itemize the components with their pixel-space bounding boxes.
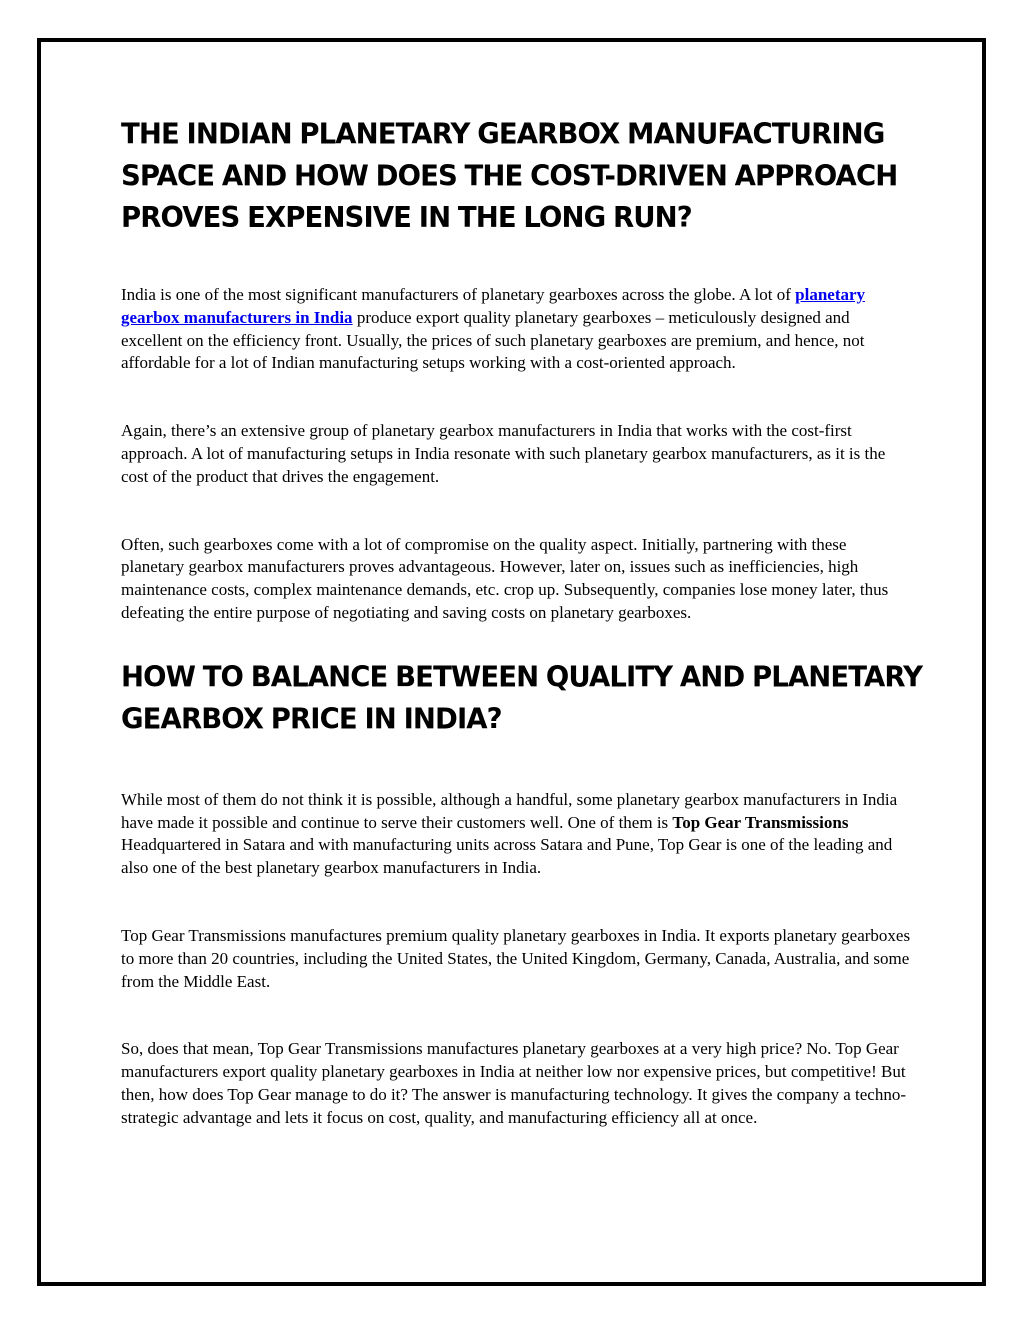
paragraph-cost-first: Again, there’s an extensive group of planetary gearbox manufacturers in India that works with the cost-first approach. A lot of manufacturing setups in India resonate with such planetary gearbox manufacturers, as it is the cost of the product that drives the engagement.	[121, 421, 886, 486]
company-name: Top Gear Transmissions	[672, 812, 849, 832]
paragraph-intro-text-start: India is one of the most significant manufacturers of planetary gearboxes across the globe. A lot of	[121, 285, 796, 304]
paragraph-top-gear-text-end: Headquartered in Satara and with manufacturing units across Satara and Pune, Top Gear is one of the leading and also one of the best planetary gearbox manufacturers in India.	[121, 835, 893, 878]
document-body	[121, 114, 941, 1175]
paragraph-exports: Top Gear Transmissions manufactures premium quality planetary gearboxes in India. It exports planetary gearboxes to more than 20 countries, including the United States, the United Kingdom, Germany, Canada, Australia, and some from the Middle East.	[121, 925, 911, 991]
section-heading: HOW TO BALANCE BETWEEN QUALITY AND PLANETARY GEARBOX PRICE IN INDIA?	[121, 660, 923, 736]
paragraph-compromise: Often, such gearboxes come with a lot of compromise on the quality aspect. Initially, partnering with these planetary gearbox manufacturers proves advantageous. However, later on, issues such as inefficiencies, high maintenance costs, complex maintenance demands, etc. crop up. Subsequently, companies lose money later, thus defeating the entire purpose of negotiating and saving costs on planetary gearboxes.	[121, 534, 889, 622]
planetary-gearbox-manufacturers-link[interactable]: planetary gearbox manufacturers in India	[121, 285, 866, 327]
main-heading: THE INDIAN PLANETARY GEARBOX MANUFACTURING SPACE AND HOW DOES THE COST-DRIVEN APPROACH PROVES EXPENSIVE IN THE LONG RUN?	[121, 118, 898, 235]
paragraph-pricing: So, does that mean, Top Gear Transmissions manufactures planetary gearboxes at a very high price? No. Top Gear manufacturers export quality planetary gearboxes in India at neither low nor expensive prices, but competitive! But then, how does Top Gear manage to do it? The answer is manufacturing technology. It gives the company a techno-strategic advantage and lets it focus on cost, quality, and manufacturing efficiency all at once.	[121, 1039, 906, 1127]
paragraph-top-gear-text-start: While most of them do not think it is possible, although a handful, some planetary gearbox manufacturers in India have made it possible and continue to serve their customers well. One of them is	[121, 789, 898, 832]
paragraph-intro	[121, 284, 911, 375]
paragraph-intro-text-end: produce export quality planetary gearboxes – meticulously designed and excellent on the efficiency front. Usually, the prices of such planetary gearboxes are premium, and hence, not affordable for a lot of Indian manufacturing setups working with a cost-oriented approach.	[121, 307, 865, 373]
paragraph-top-gear	[121, 789, 911, 880]
